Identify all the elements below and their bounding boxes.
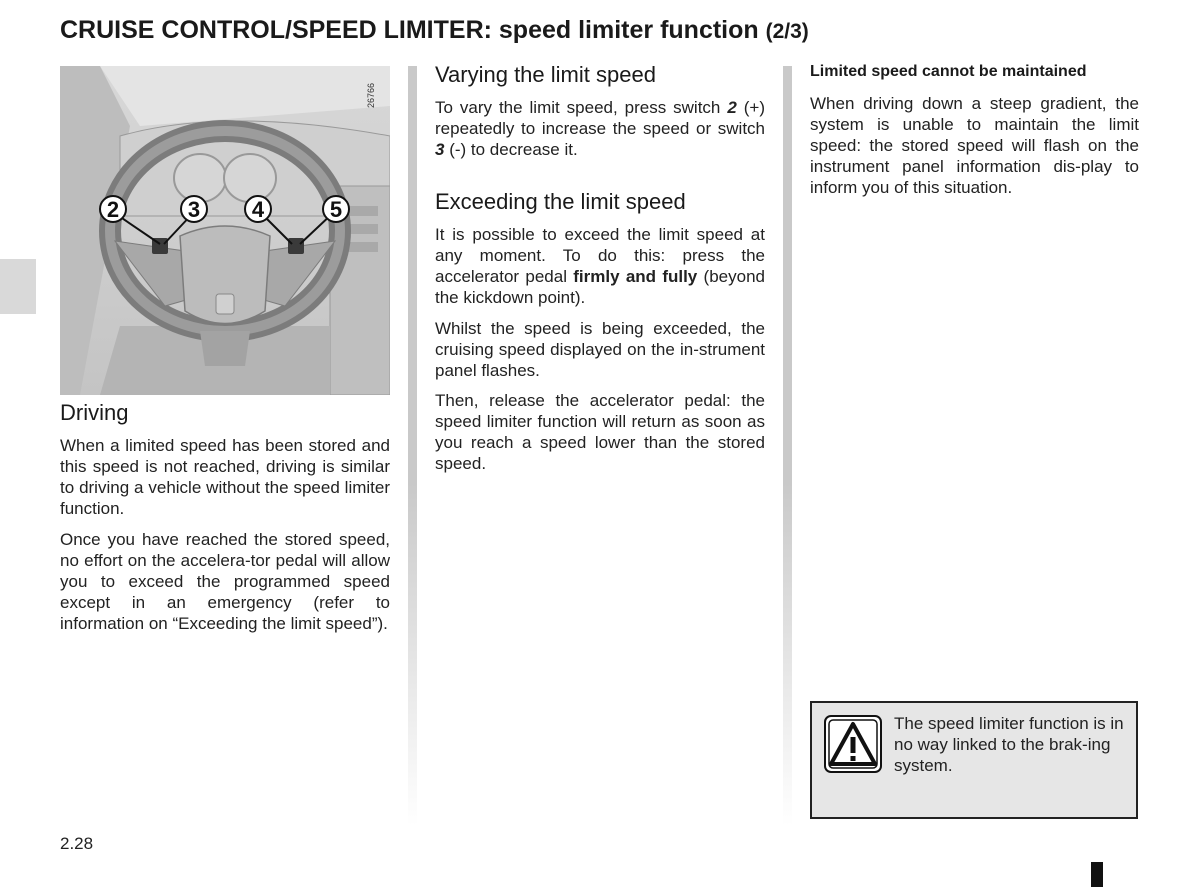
section-tab bbox=[0, 259, 36, 314]
callout-2 bbox=[100, 196, 126, 222]
warning-box bbox=[810, 701, 1138, 819]
limited-speed-heading: Limited speed cannot be maintained bbox=[810, 63, 1087, 80]
varying-heading: Varying the limit speed bbox=[435, 62, 656, 87]
svg-text:3: 3 bbox=[187, 197, 201, 222]
page-title bbox=[60, 16, 809, 45]
exceeding-para-2: Whilst the speed is being exceeded, the cruising speed displayed on the in-strument panel flashes. bbox=[435, 319, 765, 380]
page-edge-mark bbox=[1091, 862, 1103, 887]
switch-2-ref: 2 bbox=[727, 98, 737, 117]
column-divider bbox=[408, 66, 417, 826]
switch-3-ref: 3 bbox=[435, 140, 445, 159]
limited-speed-para: When driving down a steep gradient, the system is unable to maintain the limit speed: the stored speed will flash on the instrument panel information dis-play to inform you of this situation. bbox=[810, 94, 1139, 197]
driving-para-1: When a limited speed has been stored and this speed is not reached, driving is similar to driving a vehicle without the speed limiter function. bbox=[60, 436, 390, 518]
varying-para: To vary the limit speed, press switch 2 (+) repeatedly to increase the speed or switch 3 (-) to decrease it. bbox=[435, 98, 765, 159]
figure-code: 26766 bbox=[366, 82, 376, 108]
driving-para-2: Once you have reached the stored speed, no effort on the accelera-tor pedal will allow you to exceed the programmed speed except in an emergency (refer to information on “Exceeding the limit speed”). bbox=[60, 530, 390, 633]
exceeding-para-3: Then, release the accelerator pedal: the speed limiter function will return as soon as you reach a speed lower than the stored speed. bbox=[435, 391, 765, 473]
callout-4 bbox=[245, 196, 271, 222]
page-number: 2.28 bbox=[60, 834, 94, 853]
steering-wheel-illustration bbox=[60, 66, 390, 395]
exceeding-para-1: It is possible to exceed the limit speed at any moment. To do this: press the accelerator pedal firmly and fully (beyond the kickdown point). bbox=[435, 225, 765, 307]
driving-heading: Driving bbox=[60, 400, 129, 425]
warning-triangle-icon bbox=[824, 715, 882, 773]
svg-text:4: 4 bbox=[251, 197, 265, 222]
callout-5 bbox=[323, 196, 349, 222]
page-title-text: CRUISE CONTROL/SPEED LIMITER: speed limiter function bbox=[60, 16, 759, 44]
page-part: (2/3) bbox=[765, 20, 809, 43]
warning-text: The speed limiter function is in no way linked to the brak-ing system. bbox=[894, 714, 1124, 775]
svg-text:2: 2 bbox=[106, 197, 120, 222]
exceeding-heading: Exceeding the limit speed bbox=[435, 189, 686, 214]
svg-text:5: 5 bbox=[329, 197, 343, 222]
callout-3 bbox=[181, 196, 207, 222]
column-divider bbox=[783, 66, 792, 826]
